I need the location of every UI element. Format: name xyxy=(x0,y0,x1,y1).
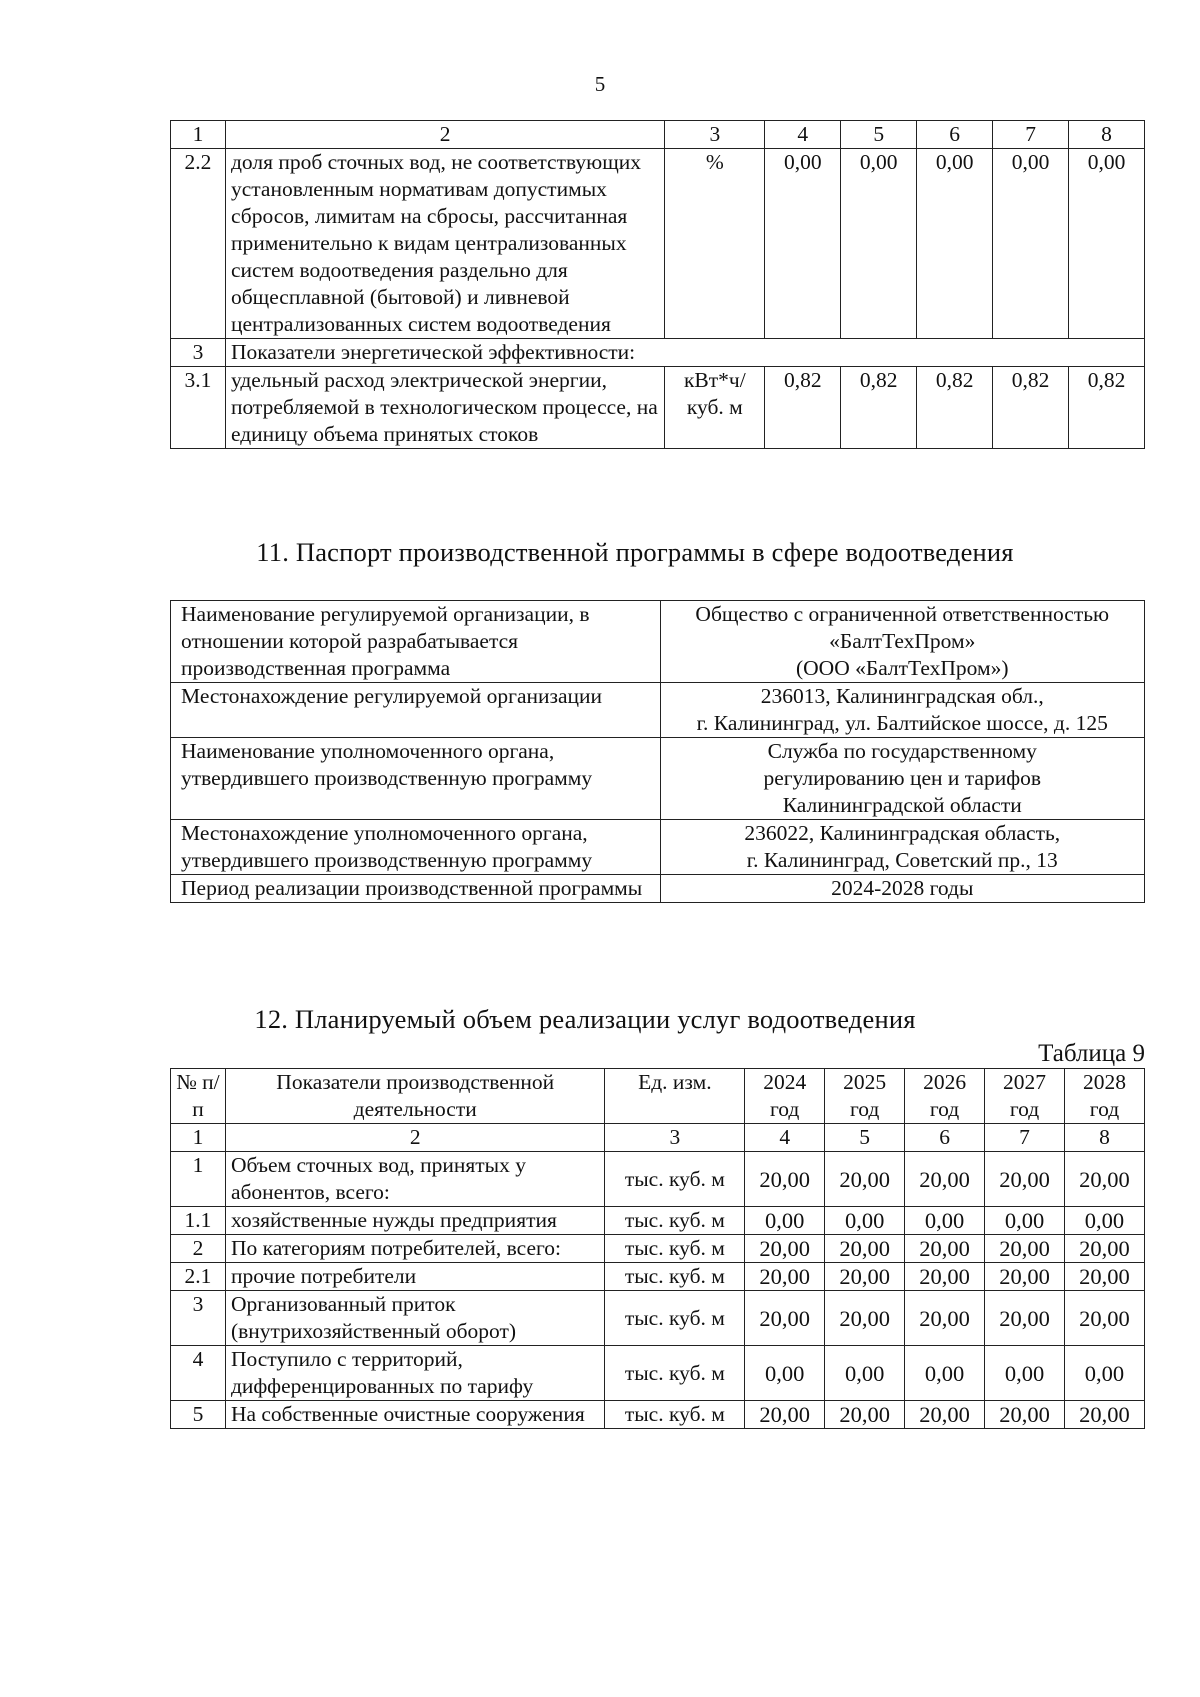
header-unit: Ед. изм. xyxy=(605,1069,745,1124)
volume-table xyxy=(170,1068,1145,1429)
col-number: 5 xyxy=(841,121,917,149)
passport-label: Наименование уполномоченного органа, утвердившего производственную программу xyxy=(171,738,661,820)
col-number: 2 xyxy=(225,121,664,149)
value-cell: 0,82 xyxy=(993,367,1069,449)
value-cell: 20,00 xyxy=(905,1263,985,1291)
value-cell: 20,00 xyxy=(905,1401,985,1429)
passport-value-line: г. Калининград, ул. Балтийское шоссе, д. 125 xyxy=(696,711,1108,735)
row-number: 4 xyxy=(171,1346,226,1401)
value-cell: 20,00 xyxy=(745,1152,825,1207)
row-number: 1 xyxy=(171,1152,226,1207)
col-number: 2 xyxy=(225,1124,605,1152)
value-cell: 0,00 xyxy=(1069,149,1145,339)
table-row xyxy=(171,1291,1145,1346)
value-cell: 20,00 xyxy=(985,1235,1065,1263)
table-row xyxy=(171,367,1145,449)
table-header-row xyxy=(171,1069,1145,1124)
header-year: 2026 год xyxy=(905,1069,985,1124)
table-label: Таблица 9 xyxy=(1038,1040,1145,1067)
value-cell: 0,00 xyxy=(985,1346,1065,1401)
table-row xyxy=(171,1152,1145,1207)
col-number: 7 xyxy=(993,121,1069,149)
indicator-name: доля проб сточных вод, не соответствующих установленным нормативам допустимых сбросов, лимитам на сбросы, рассчитанная применительно к видам централизованных систем водоотведения раздельно для общесплавной (бытовой) и ливневой централизованных систем водоотведения xyxy=(225,149,664,339)
col-number: 5 xyxy=(825,1124,905,1152)
value-cell: 0,00 xyxy=(985,1207,1065,1235)
value-cell: 0,00 xyxy=(905,1346,985,1401)
value-cell: 0,82 xyxy=(765,367,841,449)
col-number: 4 xyxy=(765,121,841,149)
value-cell: 20,00 xyxy=(1064,1291,1144,1346)
indicator-name: Объем сточных вод, принятых у абонентов, всего: xyxy=(225,1152,605,1207)
row-number: 3 xyxy=(171,1291,226,1346)
table-row xyxy=(171,1263,1145,1291)
unit: тыс. куб. м xyxy=(605,1235,745,1263)
passport-table xyxy=(170,600,1145,903)
col-number: 1 xyxy=(171,1124,226,1152)
row-number: 2.1 xyxy=(171,1263,226,1291)
value-cell: 0,00 xyxy=(841,149,917,339)
value-cell: 20,00 xyxy=(1064,1263,1144,1291)
passport-value xyxy=(660,875,1145,903)
value-cell: 0,00 xyxy=(745,1346,825,1401)
table-section-row xyxy=(171,339,1145,367)
unit: тыс. куб. м xyxy=(605,1152,745,1207)
col-number: 8 xyxy=(1064,1124,1144,1152)
table-row xyxy=(171,1346,1145,1401)
page-number: 5 xyxy=(594,72,606,96)
value-cell: 20,00 xyxy=(905,1235,985,1263)
col-number: 8 xyxy=(1069,121,1145,149)
value-cell: 0,00 xyxy=(765,149,841,339)
col-number: 1 xyxy=(171,121,226,149)
indicator-name: Организованный приток (внутрихозяйственный оборот) xyxy=(225,1291,605,1346)
col-number: 6 xyxy=(917,121,993,149)
table-row xyxy=(171,1235,1145,1263)
passport-value-line: Общество с ограниченной ответственностью xyxy=(695,602,1110,626)
value-cell: 20,00 xyxy=(825,1263,905,1291)
value-cell: 20,00 xyxy=(825,1291,905,1346)
value-cell: 20,00 xyxy=(745,1401,825,1429)
passport-row xyxy=(171,875,1145,903)
passport-value-line: 236022, Калининградская область, xyxy=(744,821,1061,845)
passport-value-line: регулированию цен и тарифов xyxy=(763,766,1042,790)
unit: тыс. куб. м xyxy=(605,1291,745,1346)
value-cell: 20,00 xyxy=(745,1291,825,1346)
section-11-title: 11. Паспорт производственной программы в сфере водоотведения xyxy=(256,537,1014,567)
value-cell: 0,82 xyxy=(917,367,993,449)
passport-label: Местонахождение уполномоченного органа, утвердившего производственную программу xyxy=(171,820,661,875)
unit: тыс. куб. м xyxy=(605,1263,745,1291)
passport-value xyxy=(660,738,1145,820)
table-row xyxy=(171,149,1145,339)
table-row xyxy=(171,1401,1145,1429)
value-cell: 0,00 xyxy=(1064,1346,1144,1401)
col-number: 4 xyxy=(745,1124,825,1152)
passport-value-line: 2024-2028 годы xyxy=(831,876,974,900)
row-number: 2 xyxy=(171,1235,226,1263)
passport-row xyxy=(171,683,1145,738)
passport-value xyxy=(660,683,1145,738)
value-cell: 20,00 xyxy=(905,1152,985,1207)
row-number: 1.1 xyxy=(171,1207,226,1235)
value-cell: 0,82 xyxy=(1069,367,1145,449)
passport-value-line: «БалтТехПром» xyxy=(829,629,976,653)
passport-value xyxy=(660,820,1145,875)
passport-value-line: г. Калининград, Советский пр., 13 xyxy=(746,848,1058,872)
passport-row xyxy=(171,601,1145,683)
unit: тыс. куб. м xyxy=(605,1207,745,1235)
value-cell: 20,00 xyxy=(1064,1235,1144,1263)
indicator-name: удельный расход электрической энергии, потребляемой в технологическом процессе, на единицу объема принятых стоков xyxy=(225,367,664,449)
value-cell: 20,00 xyxy=(1064,1152,1144,1207)
value-cell: 0,00 xyxy=(1064,1207,1144,1235)
header-num: № п/п xyxy=(171,1069,226,1124)
value-cell: 20,00 xyxy=(825,1401,905,1429)
passport-row xyxy=(171,820,1145,875)
value-cell: 0,00 xyxy=(917,149,993,339)
value-cell: 20,00 xyxy=(1064,1401,1144,1429)
header-year: 2027 год xyxy=(985,1069,1065,1124)
value-cell: 20,00 xyxy=(985,1152,1065,1207)
col-number: 7 xyxy=(985,1124,1065,1152)
col-number: 3 xyxy=(665,121,765,149)
value-cell: 0,00 xyxy=(825,1346,905,1401)
col-number: 3 xyxy=(605,1124,745,1152)
header-indicator: Показатели производственной деятельности xyxy=(225,1069,605,1124)
value-cell: 20,00 xyxy=(985,1401,1065,1429)
passport-value-line: Служба по государственному xyxy=(767,739,1037,763)
passport-label: Период реализации производственной программы xyxy=(171,875,661,903)
value-cell: 20,00 xyxy=(745,1235,825,1263)
row-number: 2.2 xyxy=(171,149,226,339)
value-cell: 20,00 xyxy=(905,1291,985,1346)
unit: кВт*ч/ куб. м xyxy=(665,367,765,449)
table-row xyxy=(171,1207,1145,1235)
section-title: Показатели энергетической эффективности: xyxy=(225,339,1144,367)
header-year: 2028 год xyxy=(1064,1069,1144,1124)
unit: тыс. куб. м xyxy=(605,1401,745,1429)
row-number: 3 xyxy=(171,339,226,367)
value-cell: 0,82 xyxy=(841,367,917,449)
col-number: 6 xyxy=(905,1124,985,1152)
value-cell: 20,00 xyxy=(825,1152,905,1207)
passport-value-line: 236013, Калининградская обл., xyxy=(760,684,1044,708)
header-year: 2025 год xyxy=(825,1069,905,1124)
value-cell: 0,00 xyxy=(825,1207,905,1235)
value-cell: 20,00 xyxy=(985,1291,1065,1346)
section-12-title: 12. Планируемый объем реализации услуг водоотведения xyxy=(254,1004,916,1034)
passport-row xyxy=(171,738,1145,820)
value-cell: 20,00 xyxy=(745,1263,825,1291)
unit: % xyxy=(665,149,765,339)
unit: тыс. куб. м xyxy=(605,1346,745,1401)
value-cell: 20,00 xyxy=(825,1235,905,1263)
passport-label: Местонахождение регулируемой организации xyxy=(171,683,661,738)
value-cell: 0,00 xyxy=(745,1207,825,1235)
table-index-row xyxy=(171,1124,1145,1152)
indicator-name: хозяйственные нужды предприятия xyxy=(225,1207,605,1235)
indicators-table xyxy=(170,120,1145,449)
row-number: 5 xyxy=(171,1401,226,1429)
value-cell: 0,00 xyxy=(905,1207,985,1235)
header-year: 2024 год xyxy=(745,1069,825,1124)
passport-label: Наименование регулируемой организации, в отношении которой разрабатывается производственная программа xyxy=(171,601,661,683)
indicator-name: По категориям потребителей, всего: xyxy=(225,1235,605,1263)
value-cell: 0,00 xyxy=(993,149,1069,339)
value-cell: 20,00 xyxy=(985,1263,1065,1291)
indicator-name: прочие потребители xyxy=(225,1263,605,1291)
indicator-name: На собственные очистные сооружения xyxy=(225,1401,605,1429)
row-number: 3.1 xyxy=(171,367,226,449)
passport-value-line: (ООО «БалтТехПром») xyxy=(795,656,1009,680)
passport-value xyxy=(660,601,1145,683)
passport-value-line: Калининградской области xyxy=(782,793,1022,817)
table-header-row xyxy=(171,121,1145,149)
indicator-name: Поступило с территорий, дифференцированных по тарифу xyxy=(225,1346,605,1401)
